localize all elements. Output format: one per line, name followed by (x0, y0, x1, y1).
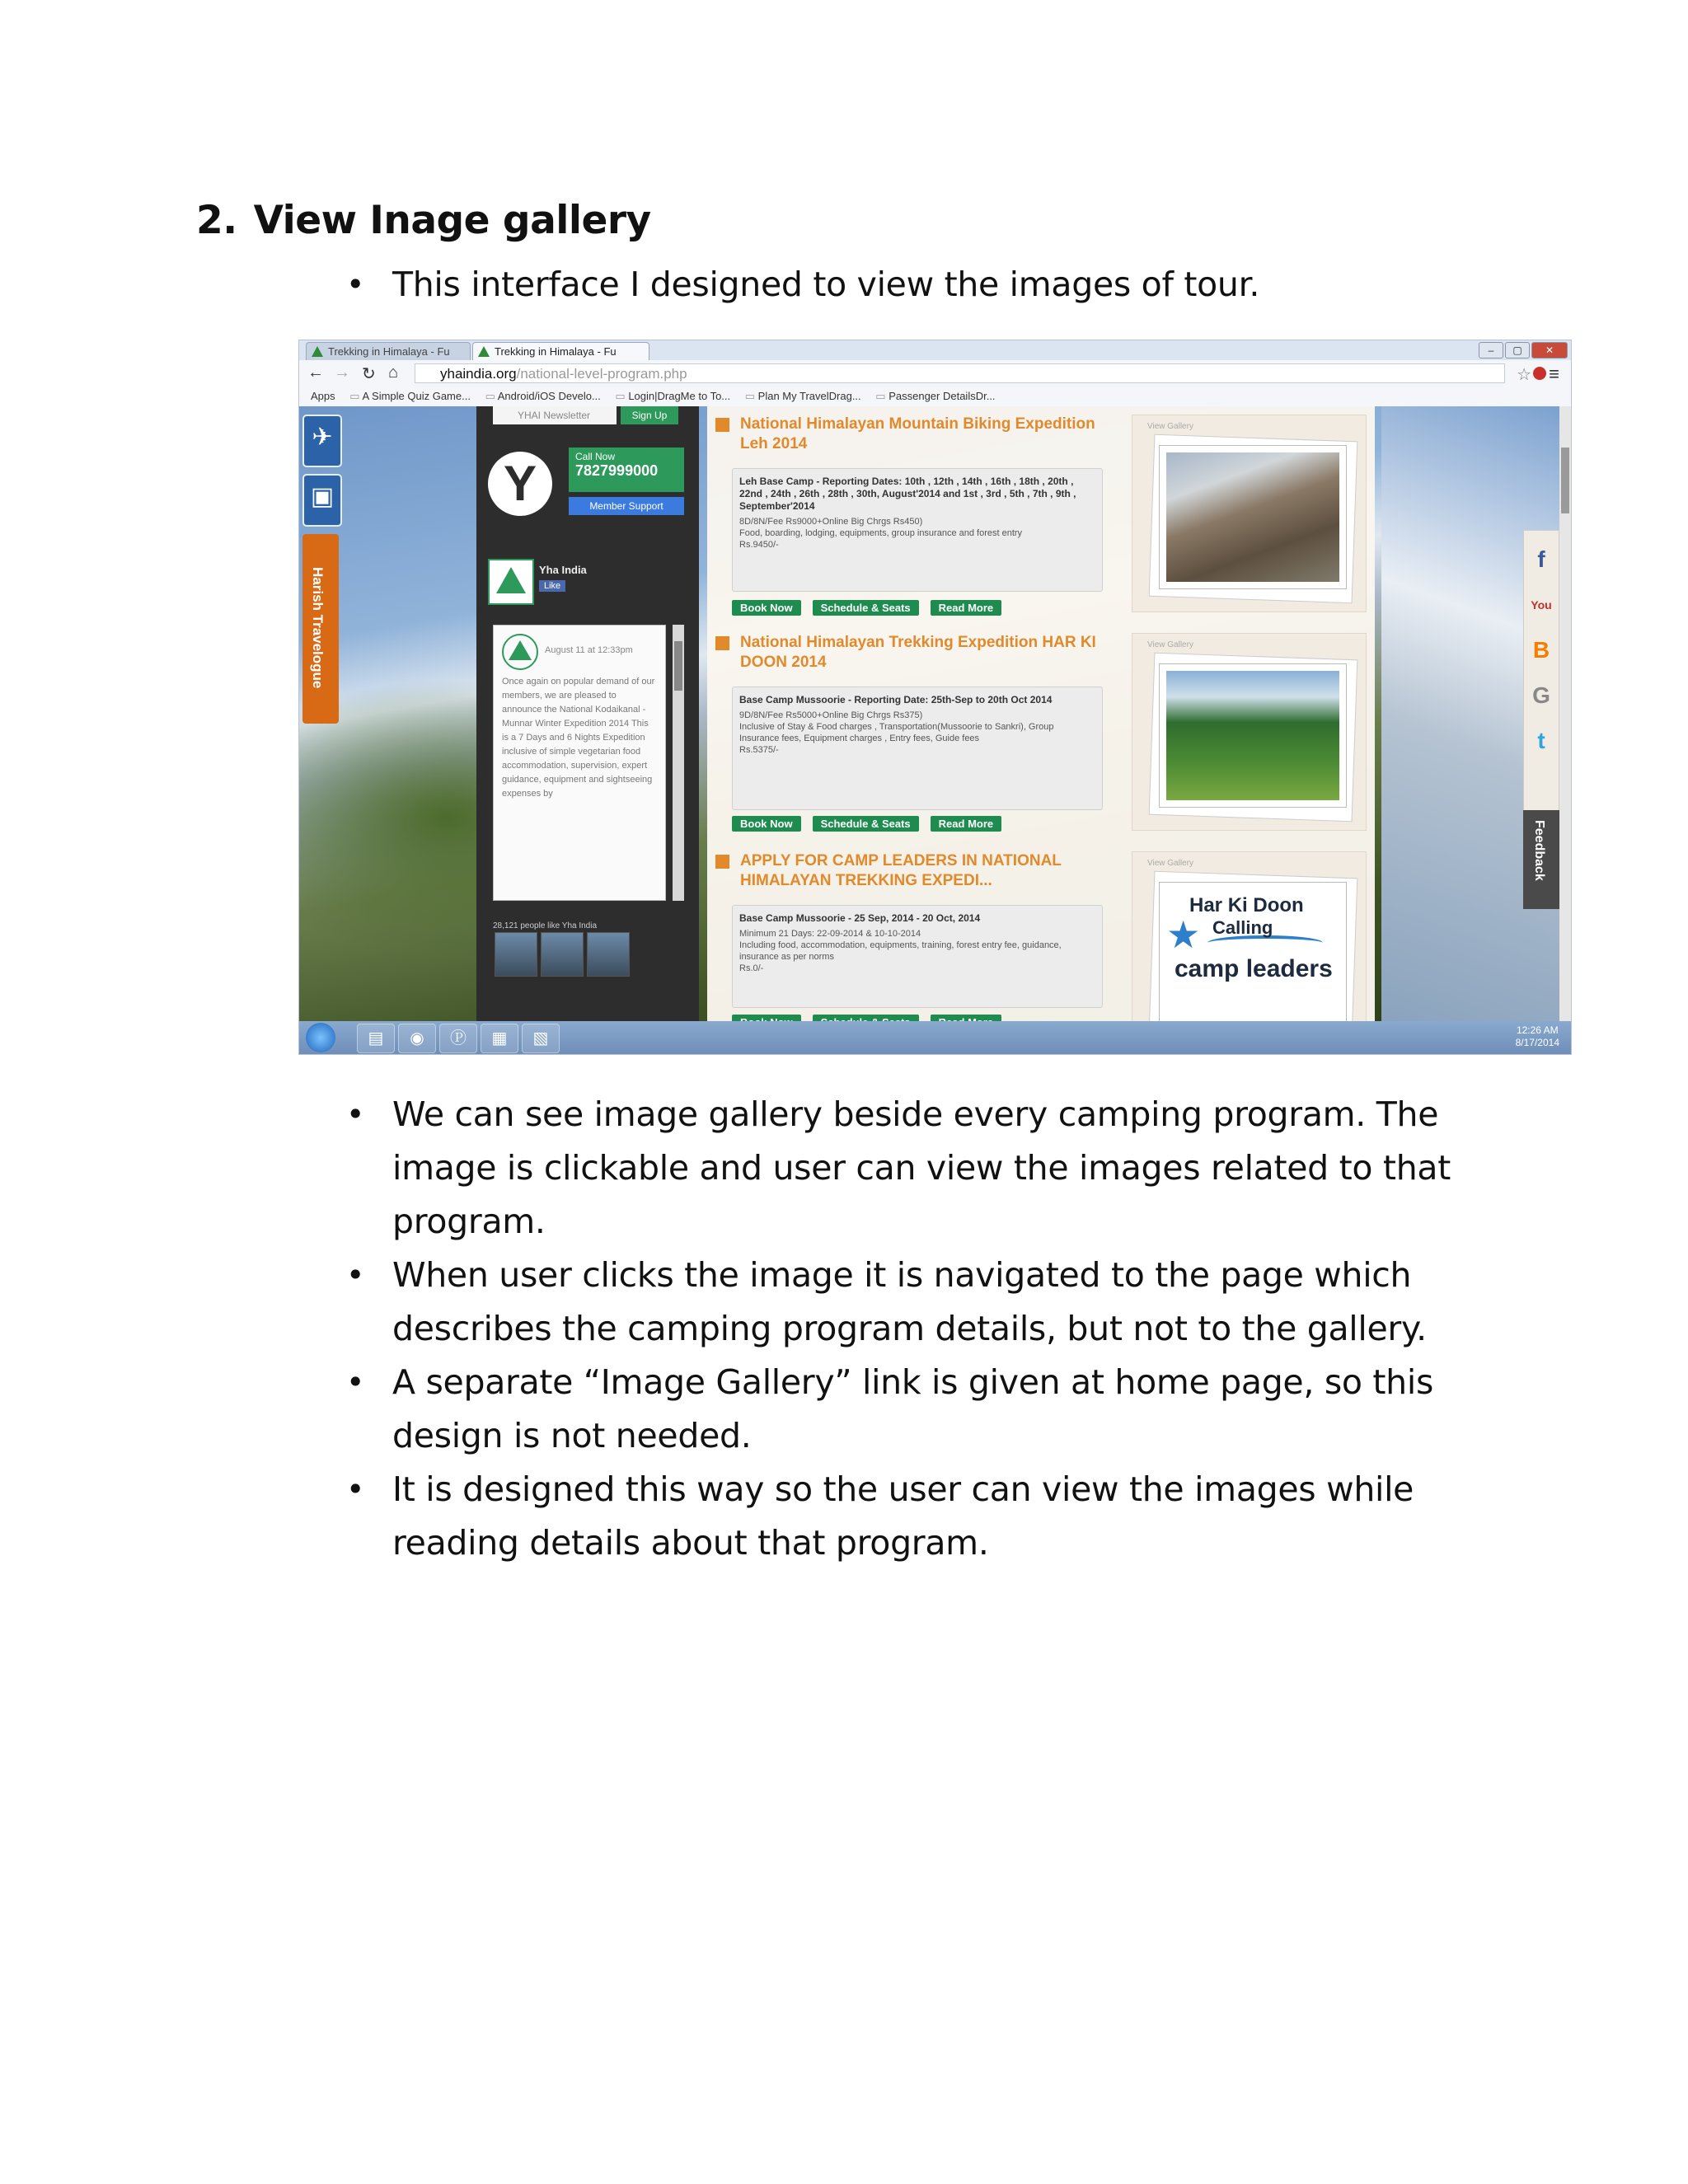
url-host: yhaindia.org (440, 366, 517, 382)
view-gallery-label: View Gallery (1147, 422, 1193, 431)
member-support-button[interactable]: Member Support (569, 497, 684, 515)
chrome-icon[interactable]: ◉ (398, 1024, 436, 1053)
program-details (732, 468, 1103, 592)
fb-like-button[interactable]: Like (539, 580, 565, 592)
start-button[interactable] (306, 1023, 335, 1052)
yha-logo: Y (488, 452, 552, 516)
program-title[interactable]: National Himalayan Trekking Expedition HAR KI DOON 2014 (715, 633, 1111, 673)
twitter-icon[interactable]: t (1537, 728, 1545, 753)
poster-line-2: Calling (1212, 917, 1273, 938)
fan-faces (493, 921, 682, 1020)
section-title: View Inage gallery (253, 198, 651, 243)
call-label: Call Now (575, 451, 616, 462)
feed-scrollbar[interactable] (673, 625, 684, 901)
page-viewport (299, 406, 1571, 1024)
view-gallery-label: View Gallery (1147, 640, 1193, 649)
bookmark-item[interactable]: ▭ A Simple Quiz Game... (349, 390, 471, 402)
bookmark-item[interactable]: ▭ Passenger DetailsDr... (875, 390, 995, 402)
tab-title: Trekking in Himalaya - Fu (328, 345, 450, 358)
bullet-item: • This interface I designed to view the images of tour. (346, 258, 1484, 312)
bookmarks-bar (299, 387, 1571, 407)
window-controls (1479, 342, 1568, 359)
program-price: Rs.5375/- (739, 745, 779, 755)
schedule-seats-button[interactable]: Schedule & Seats (813, 816, 919, 832)
program-price: Rs.0/- (739, 963, 764, 973)
call-now-box[interactable] (569, 448, 684, 492)
facebook-icon[interactable]: f (1537, 546, 1545, 572)
book-now-button[interactable]: Book Now (732, 600, 801, 616)
powerpoint-icon[interactable]: ▦ (481, 1024, 518, 1053)
left-sidebar (476, 406, 699, 1024)
menu-icon[interactable]: ≡ (1549, 363, 1559, 384)
facebook-widget-header (488, 559, 686, 608)
url-path: /national-level-program.php (516, 366, 687, 382)
call-number: 7827999000 (575, 462, 659, 479)
bus-icon[interactable]: ▣ (302, 474, 342, 527)
program-title[interactable]: National Himalayan Mountain Biking Expedition Leh 2014 (715, 415, 1111, 454)
bookmark-item[interactable]: ▭ Android/iOS Develo... (485, 390, 601, 402)
poster-line-3: camp leaders (1175, 955, 1333, 982)
feedback-tab[interactable] (1523, 810, 1559, 909)
program-fee: Minimum 21 Days: 22-09-2014 & 10-10-2014 (739, 929, 921, 939)
flights-icon[interactable]: ✈ (302, 415, 342, 467)
program-buttons (732, 600, 1001, 616)
avatar[interactable] (541, 932, 584, 977)
bookmark-item[interactable]: ▭ Login|DragMe to To... (615, 390, 730, 402)
star-icon[interactable]: ☆ (1517, 366, 1531, 384)
program-dates: Base Camp Mussoorie - Reporting Date: 25th-Sep to 20th Oct 2014 (739, 694, 1053, 705)
page-scrollbar[interactable] (1559, 406, 1571, 1024)
program-title[interactable]: APPLY FOR CAMP LEADERS IN NATIONAL HIMALAYAN TREKKING EXPEDI... (715, 851, 1111, 891)
yha-logo-icon (478, 346, 490, 357)
image-gallery[interactable] (1132, 851, 1367, 1049)
bullet-item: • It is designed this way so the user can view the images while reading details about that program. (346, 1463, 1484, 1570)
window-icon[interactable]: ▧ (522, 1024, 560, 1053)
side-tab-label: Harish Travelogue (310, 567, 326, 689)
google-icon[interactable]: G (1532, 682, 1550, 708)
feed-footer: 28,121 people like Yha India (493, 921, 598, 930)
newsletter-input[interactable]: YHAI Newsletter (493, 406, 617, 424)
back-icon[interactable]: ← (307, 363, 324, 382)
tab-title: Trekking in Himalaya - Fu (495, 345, 617, 358)
feed-text: Once again on popular demand of our members, we are pleased to announce the National Kodaikanal - Munnar Winter Expedition 2014 This is a 7 Days and 6 Nights Expedition inclusive of simple vegetarian food accommodation, supervision, expert guidance, equipment and sightseeing expenses by (502, 677, 655, 799)
program-buttons (732, 816, 1001, 832)
maximize-icon[interactable]: ▢ (1505, 342, 1530, 359)
section-heading (196, 198, 651, 243)
program-details (732, 905, 1103, 1008)
mountain-biking-image (1166, 452, 1339, 582)
bookmark-apps[interactable]: Apps (311, 390, 335, 402)
browser-tab[interactable] (306, 342, 471, 360)
image-gallery[interactable] (1132, 633, 1367, 831)
reload-icon[interactable]: ↻ (362, 365, 376, 383)
read-more-button[interactable]: Read More (931, 600, 1001, 616)
clock-time: 12:26 AM (1516, 1024, 1559, 1036)
avatar[interactable] (495, 932, 537, 977)
feedback-label: Feedback (1532, 820, 1546, 881)
blogger-icon[interactable]: B (1532, 637, 1550, 663)
signup-button[interactable]: Sign Up (621, 406, 678, 424)
url-input[interactable] (415, 363, 1505, 383)
bullet-item: • A separate “Image Gallery” link is given at home page, so this design is not needed. (346, 1356, 1484, 1463)
camp-leaders-poster (1166, 889, 1339, 1019)
section-number: 2. (196, 198, 237, 243)
feed-date: August 11 at 12:33pm (545, 645, 633, 655)
program-fee: 9D/8N/Fee Rs5000+Online Big Chrgs Rs375) (739, 710, 923, 720)
program-fee: 8D/8N/Fee Rs9000+Online Big Chrgs Rs450) (739, 517, 923, 527)
windows-taskbar (299, 1021, 1571, 1054)
yha-triangle-icon (502, 634, 538, 670)
program-includes: Food, boarding, lodging, equipments, group insurance and forest entry (739, 528, 1023, 538)
avatar[interactable] (587, 932, 630, 977)
program-dates: Leh Base Camp - Reporting Dates: 10th , 12th , 14th , 16th , 18th , 20th , 22nd , 24th , 26th , 28th , 30th, August'2014 and 1st , 3rd , 5th , 7th , 9th , September'2014 (739, 476, 1076, 512)
tab-bar (299, 340, 1571, 360)
schedule-seats-button[interactable]: Schedule & Seats (813, 600, 919, 616)
address-bar (299, 360, 1571, 387)
explorer-icon[interactable]: ▤ (357, 1024, 395, 1053)
extension-icon[interactable] (1533, 367, 1546, 380)
program-price: Rs.9450/- (739, 540, 779, 550)
bullet-item: • When user clicks the image it is navigated to the page which describes the camping program details, but not to the gallery. (346, 1249, 1484, 1356)
gallery-photo[interactable] (1159, 445, 1347, 589)
bullet-item: • We can see image gallery beside every camping program. The image is clickable and user can view the images related to that program. (346, 1088, 1484, 1249)
youtube-icon[interactable]: You (1531, 598, 1552, 612)
yha-triangle-icon (488, 559, 534, 605)
home-icon[interactable]: ⌂ (388, 363, 399, 382)
program-details (732, 687, 1103, 810)
book-now-button[interactable]: Book Now (732, 816, 801, 832)
fb-page-name[interactable]: Yha India (539, 564, 587, 576)
clock-date: 8/17/2014 (1515, 1037, 1559, 1048)
poster-line-1: Har Ki Doon (1189, 894, 1304, 916)
program-dates: Base Camp Mussoorie - 25 Sep, 2014 - 20 Oct, 2014 (739, 912, 981, 924)
intro-bullet-list (346, 258, 1484, 312)
harish-travelogue-tab[interactable] (302, 534, 339, 724)
program-includes: Inclusive of Stay & Food charges , Transportation(Mussoorie to Sankri), Group Insurance fees, Equipment charges , Entry fees, Guide fees (739, 722, 1054, 743)
browser-tab-active[interactable] (472, 342, 649, 360)
star-icon: ★ (1166, 913, 1201, 956)
facebook-feed (493, 625, 666, 901)
app-p-icon[interactable]: Ⓟ (439, 1024, 477, 1053)
image-gallery[interactable] (1132, 415, 1367, 612)
gallery-photo[interactable] (1159, 882, 1347, 1026)
close-icon[interactable]: ✕ (1531, 342, 1568, 359)
har-ki-doon-image (1166, 671, 1339, 800)
read-more-button[interactable]: Read More (931, 816, 1001, 832)
minimize-icon[interactable]: – (1479, 342, 1503, 359)
bookmark-item[interactable]: ▭ Plan My TravelDrag... (745, 390, 861, 402)
view-gallery-label: View Gallery (1147, 859, 1193, 868)
program-list (707, 406, 1375, 1024)
system-clock[interactable] (1516, 1024, 1559, 1049)
yha-logo-icon (312, 346, 323, 357)
gallery-photo[interactable] (1159, 663, 1347, 808)
main-bullet-list (346, 1088, 1484, 1570)
browser-screenshot (298, 340, 1572, 1055)
forward-icon[interactable]: → (334, 363, 350, 382)
left-quick-links (302, 415, 342, 533)
program-includes: Including food, accommodation, equipments, training, forest entry fee, guidance, insurance as per norms (739, 940, 1062, 962)
